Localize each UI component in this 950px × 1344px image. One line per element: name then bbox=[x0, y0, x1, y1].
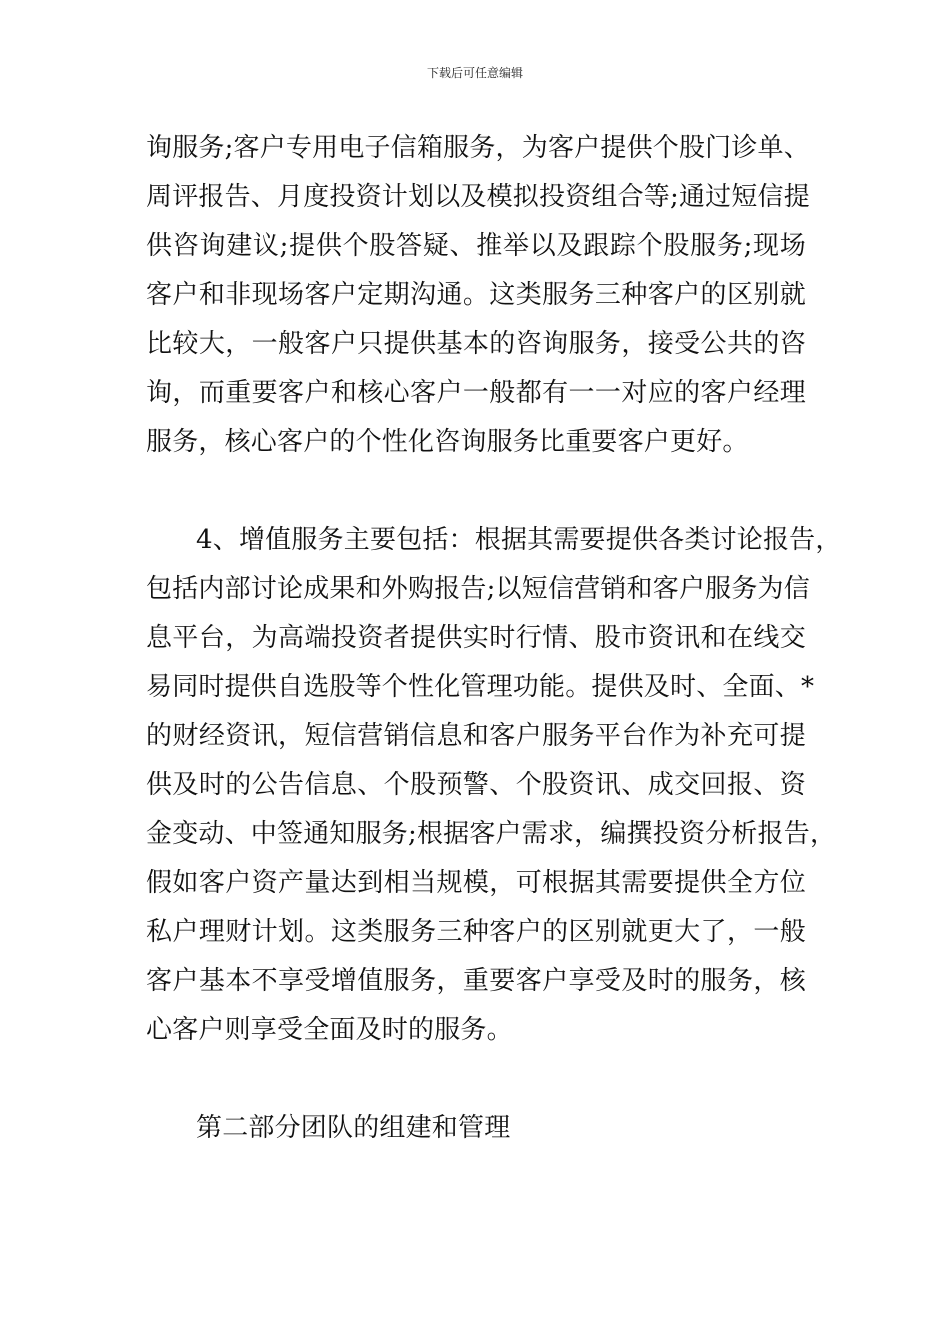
section-heading-team-building bbox=[146, 1104, 806, 1153]
page-header: 下载后可任意编辑 bbox=[426, 66, 523, 80]
paragraph-value-added-services bbox=[146, 516, 842, 1055]
text-line: 询，而重要客户和核心客户一般都有一一对应的客户经理 bbox=[146, 378, 806, 408]
section-title: 第二部分团队的组建和管理 bbox=[196, 1113, 511, 1143]
text-line: 服务，核心客户的个性化咨询服务比重要客户更好。 bbox=[146, 427, 749, 457]
text-line: 易同时提供自选股等个性化管理功能。提供及时、全面、* bbox=[146, 672, 815, 702]
text-line: 金变动、中签通知服务;根据客户需求，编撰投资分析报告， bbox=[146, 819, 837, 849]
text-line: 周评报告、月度投资计划以及模拟投资组合等;通过短信提 bbox=[146, 182, 810, 212]
text-line: 比较大，一般客户只提供基本的咨询服务，接受公共的咨 bbox=[146, 329, 806, 359]
paragraph-gap bbox=[146, 467, 806, 516]
text-line: 客户基本不享受增值服务，重要客户享受及时的服务，核 bbox=[146, 966, 806, 996]
text-line: 4、增值服务主要包括：根据其需要提供各类讨论报告， bbox=[196, 525, 842, 555]
text-line: 心客户则享受全面及时的服务。 bbox=[146, 1015, 513, 1045]
document-body bbox=[146, 124, 842, 1153]
text-line: 假如客户资产量达到相当规模，可根据其需要提供全方位 bbox=[146, 868, 806, 898]
text-line: 询服务;客户专用电子信箱服务，为客户提供个股门诊单、 bbox=[146, 133, 810, 163]
text-line: 包括内部讨论成果和外购报告;以短信营销和客户服务为信 bbox=[146, 574, 810, 604]
text-line: 息平台，为高端投资者提供实时行情、股市资讯和在线交 bbox=[146, 623, 806, 653]
paragraph-gap bbox=[146, 1055, 806, 1104]
text-line: 供咨询建议;提供个股答疑、推举以及跟踪个股服务;现场 bbox=[146, 231, 806, 261]
text-line: 私户理财计划。这类服务三种客户的区别就更大了，一般 bbox=[146, 917, 806, 947]
paragraph-consulting-services bbox=[146, 124, 810, 467]
text-line: 的财经资讯，短信营销信息和客户服务平台作为补充可提 bbox=[146, 721, 806, 751]
text-line: 客户和非现场客户定期沟通。这类服务三种客户的区别就 bbox=[146, 280, 806, 310]
text-line: 供及时的公告信息、个股预警、个股资讯、成交回报、资 bbox=[146, 770, 806, 800]
